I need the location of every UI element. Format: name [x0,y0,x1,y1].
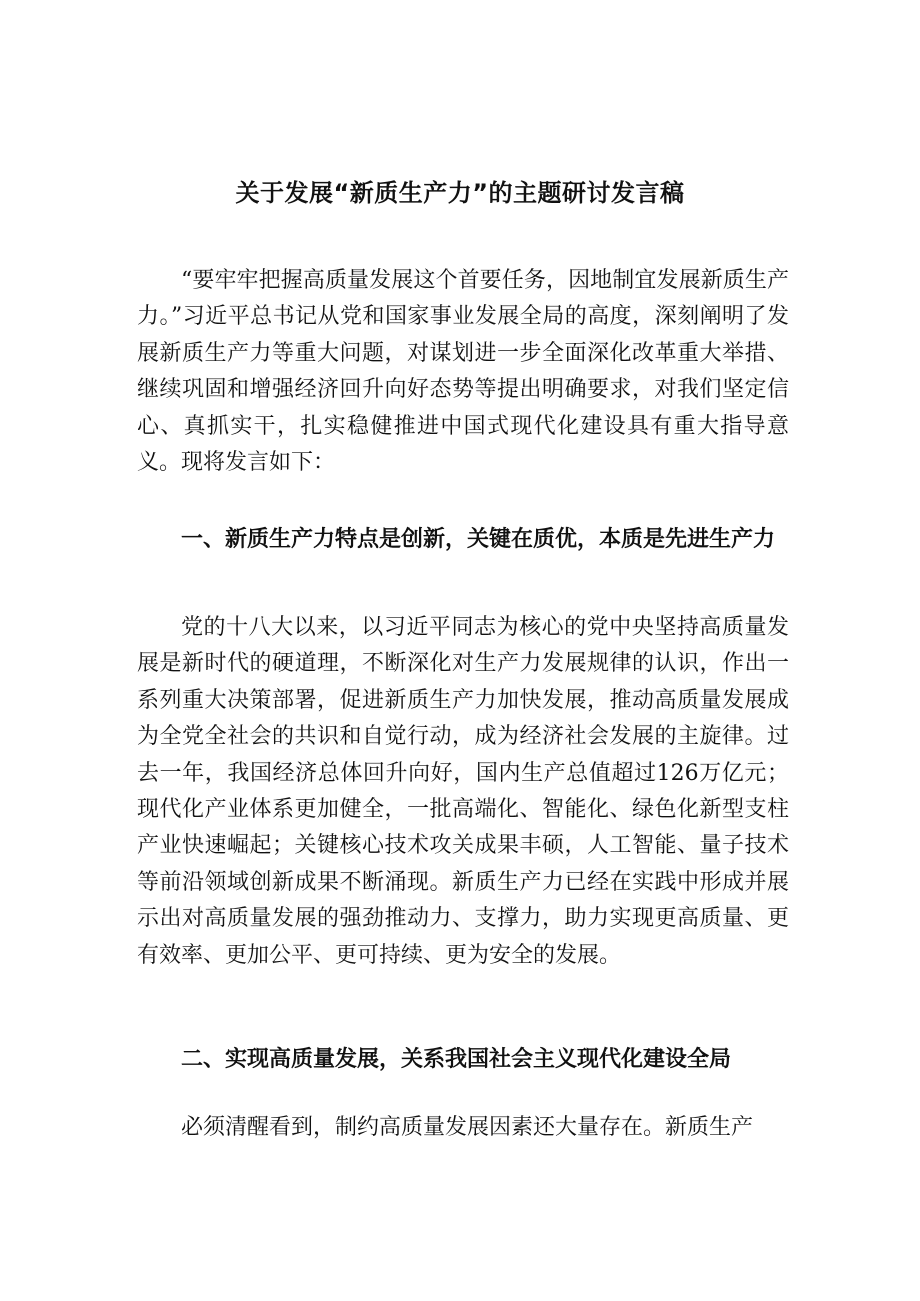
intro-paragraph: “要牢牢把握高质量发展这个首要任务，因地制宜发展新质生产力。”习近平总书记从党和国家事业发展全局的高度，深刻阐明了发展新质生产力等重大问题，对谋划进一步全面深化改革重大举措、继续巩固和增强经济回升向好态势等提出明确要求，对我们坚定信心、真抓实干，扎实稳健推进中国式现代化建设具有重大指导意义。现将发言如下： [137,268,789,476]
section-heading-1: 一、新质生产力特点是创新，关键在质优，本质是先进生产力 [181,527,776,552]
document-title: 关于发展“新质生产力”的主题研讨发言稿 [235,179,685,207]
section-2-paragraph: 必须清醒看到，制约高质量发展因素还大量存在。新质生产 [181,1115,754,1140]
section-heading-2: 二、实现高质量发展，关系我国社会主义现代化建设全局 [181,1047,732,1072]
section-1-paragraph: 党的十八大以来，以习近平同志为核心的党中央坚持高质量发展是新时代的硬道理，不断深化对生产力发展规律的认识，作出一系列重大决策部署，促进新质生产力加快发展，推动高质量发展成为全党全社会的共识和自觉行动，成为经济社会发展的主旋律。过去一年，我国经济总体回升向好，国内生产总值超过126万亿元；现代化产业体系更加健全，一批高端化、智能化、绿色化新型支柱产业快速崛起；关键核心技术攻关成果丰硕，人工智能、量子技术等前沿领域创新成果不断涌现。新质生产力已经在实践中形成并展示出对高质量发展的强劲推动力、支撑力，助力实现更高质量、更有效率、更加公平、更可持续、更为安全的发展。 [137,615,789,968]
